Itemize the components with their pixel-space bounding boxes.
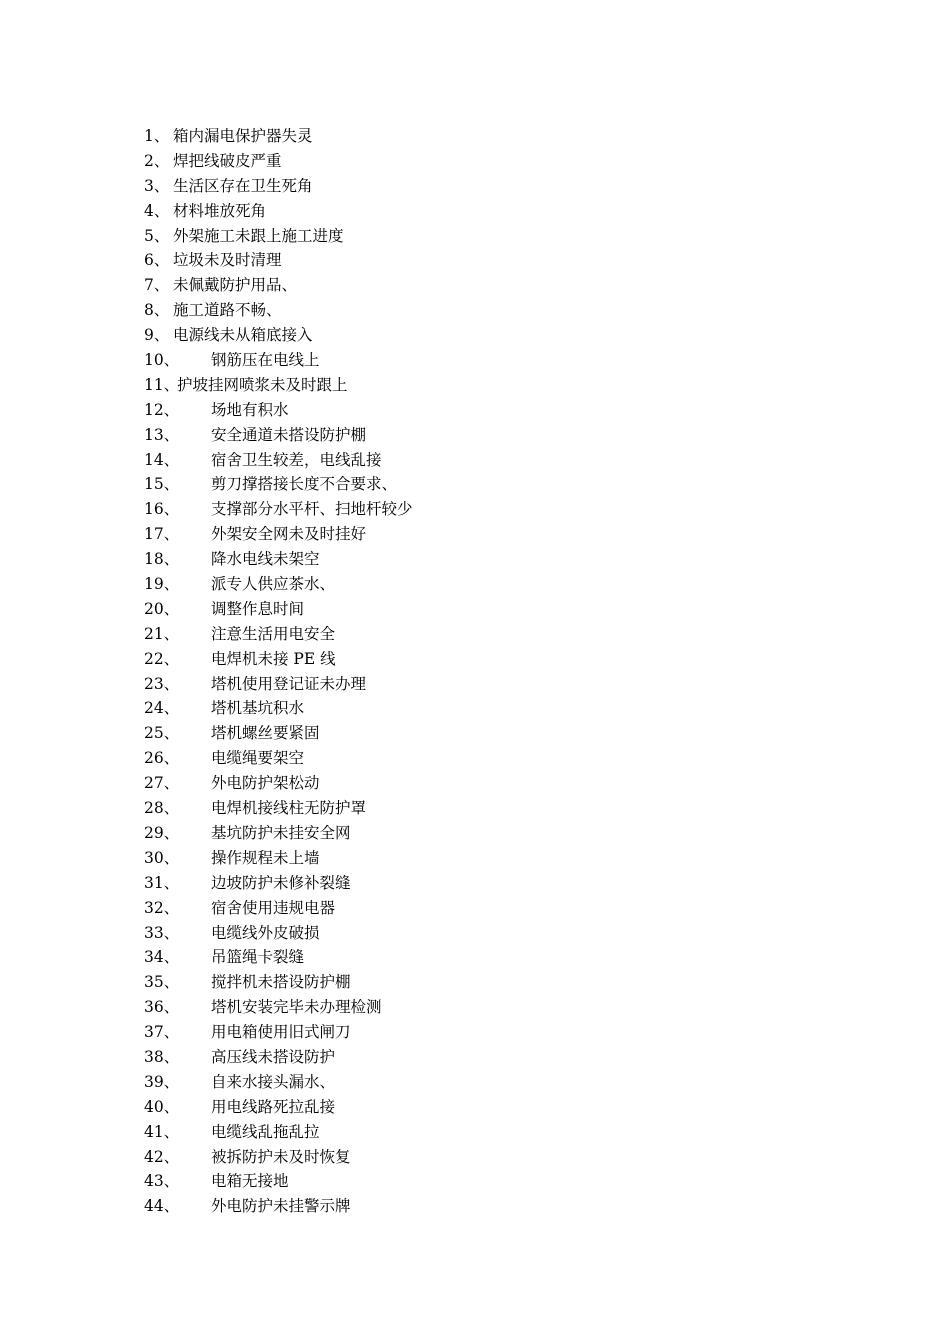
list-item (144, 522, 413, 547)
list-item (144, 373, 413, 398)
list-item (144, 970, 413, 995)
item-number: 28、 (144, 799, 180, 818)
item-number: 41、 (144, 1122, 180, 1141)
item-number: 8、 (144, 301, 170, 320)
item-text: 吊篮绳卡裂缝 (211, 948, 305, 967)
item-number: 32、 (144, 898, 180, 917)
list-item (144, 174, 413, 199)
item-text: 塔机基坑积水 (211, 699, 305, 718)
item-text: 外架安全网未及时挂好 (211, 525, 367, 544)
item-text: 电缆线乱拖乱拉 (211, 1122, 320, 1141)
item-text: 钢筋压在电线上 (211, 351, 320, 370)
list-item (144, 771, 413, 796)
item-text: 外电防护未挂警示牌 (211, 1197, 351, 1216)
item-text: 支撑部分水平杆、扫地杆较少 (211, 500, 413, 519)
item-text: 电缆线外皮破损 (211, 923, 320, 942)
item-text: 塔机安装完毕未办理检测 (211, 998, 382, 1017)
item-number: 16、 (144, 500, 180, 519)
item-text: 电焊机未接 PE 线 (211, 649, 336, 668)
list-item (144, 273, 413, 298)
item-number: 19、 (144, 575, 180, 594)
item-number: 9、 (144, 326, 170, 345)
item-number: 33、 (144, 923, 180, 942)
item-number: 11、 (144, 375, 180, 394)
list-item (144, 846, 413, 871)
item-number: 36、 (144, 998, 180, 1017)
item-text: 边坡防护未修补裂缝 (211, 873, 351, 892)
item-number: 18、 (144, 550, 180, 569)
item-number: 20、 (144, 599, 180, 618)
item-number: 31、 (144, 873, 180, 892)
list-item (144, 746, 413, 771)
list-item (144, 821, 413, 846)
item-text: 外架施工未跟上施工进度 (173, 226, 344, 245)
item-number: 27、 (144, 774, 180, 793)
item-number: 42、 (144, 1147, 180, 1166)
item-text: 宿舍卫生较差，电线乱接 (211, 450, 382, 469)
list-item (144, 448, 413, 473)
item-text: 垃圾未及时清理 (173, 251, 282, 270)
item-text: 搅拌机未搭设防护棚 (211, 973, 351, 992)
item-number: 3、 (144, 176, 170, 195)
list-item (144, 1020, 413, 1045)
item-number: 30、 (144, 848, 180, 867)
item-text: 外电防护架松动 (211, 774, 320, 793)
item-text: 塔机使用登记证未办理 (211, 674, 367, 693)
item-text: 高压线未搭设防护 (211, 1047, 336, 1066)
item-number: 21、 (144, 624, 180, 643)
item-number: 29、 (144, 823, 180, 842)
item-text: 焊把线破皮严重 (173, 151, 282, 170)
item-text: 护坡挂网喷浆未及时跟上 (177, 375, 348, 394)
item-number: 2、 (144, 151, 170, 170)
item-number: 4、 (144, 201, 170, 220)
list-item (144, 248, 413, 273)
list-item (144, 199, 413, 224)
list-item (144, 672, 413, 697)
item-text: 派专人供应茶水、 (211, 575, 336, 594)
item-number: 1、 (144, 127, 170, 145)
list-item (144, 871, 413, 896)
list-item (144, 1045, 413, 1070)
list-item (144, 323, 413, 348)
item-number: 34、 (144, 948, 180, 967)
item-text: 被拆防护未及时恢复 (211, 1147, 351, 1166)
item-number: 25、 (144, 724, 180, 743)
list-item (144, 572, 413, 597)
item-text: 生活区存在卫生死角 (173, 176, 313, 195)
item-number: 6、 (144, 251, 170, 270)
item-number: 10、 (144, 351, 180, 370)
list-item (144, 896, 413, 921)
list-item (144, 124, 413, 149)
list-item (144, 1070, 413, 1095)
item-text: 场地有积水 (211, 400, 289, 419)
item-number: 44、 (144, 1197, 180, 1216)
item-number: 26、 (144, 749, 180, 768)
list-item (144, 1120, 413, 1145)
list-item (144, 298, 413, 323)
item-text: 用电线路死拉乱接 (211, 1097, 336, 1116)
list-item (144, 945, 413, 970)
item-text: 降水电线未架空 (211, 550, 320, 569)
list-item (144, 547, 413, 572)
list-item (144, 348, 413, 373)
item-text: 电箱无接地 (211, 1172, 289, 1191)
list-item (144, 472, 413, 497)
item-number: 13、 (144, 425, 180, 444)
list-item (144, 597, 413, 622)
list-item (144, 423, 413, 448)
list-item (144, 1169, 413, 1194)
list-item (144, 398, 413, 423)
list-item (144, 1095, 413, 1120)
issue-list (144, 124, 413, 1219)
list-item (144, 622, 413, 647)
list-item (144, 149, 413, 174)
list-item (144, 224, 413, 249)
list-item (144, 921, 413, 946)
item-number: 23、 (144, 674, 180, 693)
list-item (144, 995, 413, 1020)
item-text: 未佩戴防护用品、 (173, 276, 298, 295)
item-number: 38、 (144, 1047, 180, 1066)
item-number: 43、 (144, 1172, 180, 1191)
list-item (144, 1145, 413, 1170)
item-number: 17、 (144, 525, 180, 544)
item-text: 安全通道未搭设防护棚 (211, 425, 367, 444)
item-text: 剪刀撑搭接长度不合要求、 (211, 475, 398, 494)
item-number: 37、 (144, 1023, 180, 1042)
list-item (144, 497, 413, 522)
item-text: 塔机螺丝要紧固 (211, 724, 320, 743)
item-number: 40、 (144, 1097, 180, 1116)
item-text: 自来水接头漏水、 (211, 1072, 336, 1091)
item-text: 操作规程未上墙 (211, 848, 320, 867)
item-number: 15、 (144, 475, 180, 494)
item-text: 箱内漏电保护器失灵 (173, 127, 313, 145)
item-text: 调整作息时间 (211, 599, 305, 618)
item-number: 12、 (144, 400, 180, 419)
list-item (144, 647, 413, 672)
item-number: 22、 (144, 649, 180, 668)
item-text: 基坑防护未挂安全网 (211, 823, 351, 842)
item-text: 宿舍使用违规电器 (211, 898, 336, 917)
item-number: 35、 (144, 973, 180, 992)
item-number: 5、 (144, 226, 170, 245)
list-item (144, 696, 413, 721)
item-number: 14、 (144, 450, 180, 469)
item-number: 39、 (144, 1072, 180, 1091)
item-text: 材料堆放死角 (173, 201, 267, 220)
item-text: 电缆绳要架空 (211, 749, 305, 768)
list-item (144, 721, 413, 746)
list-item (144, 1194, 413, 1219)
item-number: 7、 (144, 276, 170, 295)
list-item (144, 796, 413, 821)
item-text: 电焊机接线柱无防护罩 (211, 799, 367, 818)
item-number: 24、 (144, 699, 180, 718)
item-text: 注意生活用电安全 (211, 624, 336, 643)
item-text: 电源线未从箱底接入 (173, 326, 313, 345)
item-text: 用电箱使用旧式闸刀 (211, 1023, 351, 1042)
item-text: 施工道路不畅、 (173, 301, 282, 320)
